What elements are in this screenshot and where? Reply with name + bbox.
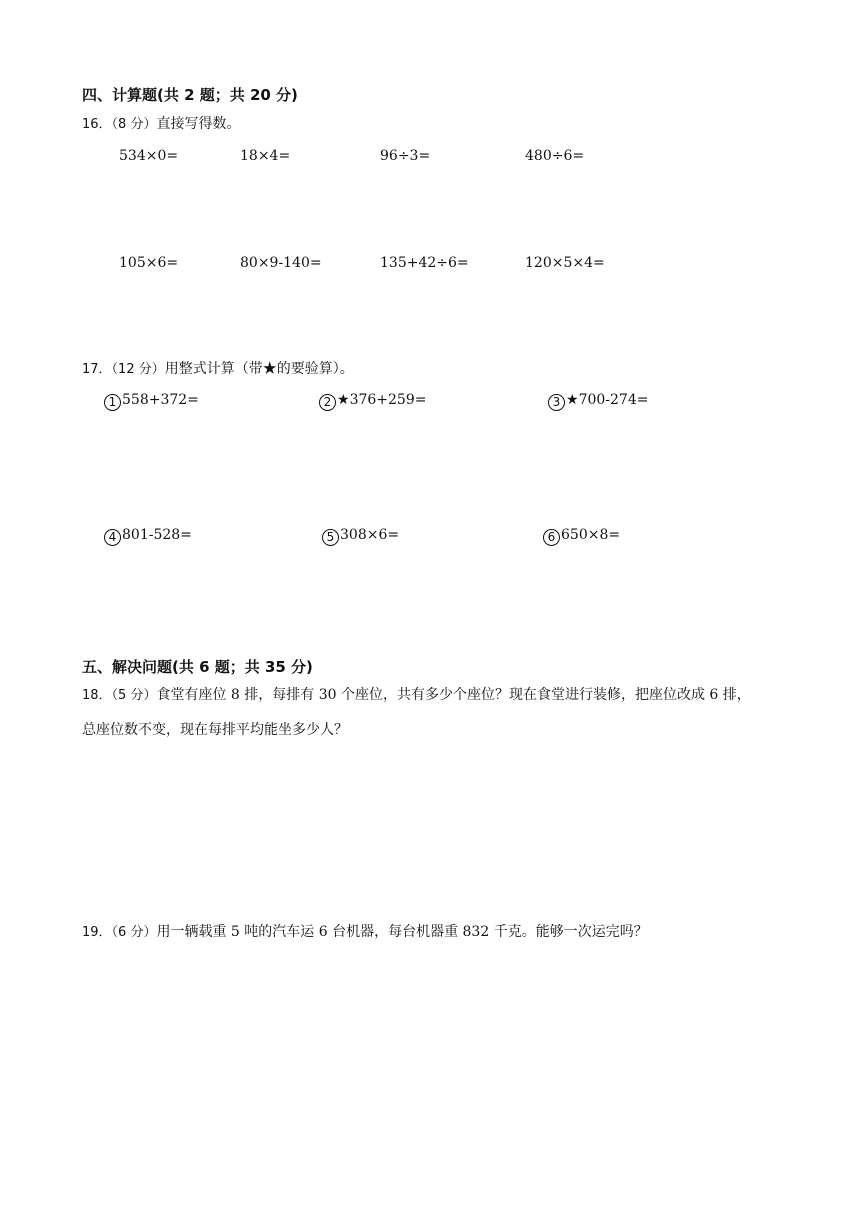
question-18-line-2: 总座位数不变，现在每排平均能坐多少人？ [82, 722, 348, 738]
question-text: 直接写得数。 [156, 116, 241, 132]
column-calc-item [104, 527, 192, 546]
calc-expression: 650×8= [561, 527, 621, 543]
star-icon: ★ [337, 392, 350, 408]
column-calc-item [319, 392, 426, 411]
question-19 [82, 921, 648, 941]
question-score: （6 分） [111, 925, 157, 940]
question-number: 16． [82, 117, 112, 132]
circled-number: 3 [548, 394, 565, 411]
oral-calc-item: 135+42÷6= [380, 255, 469, 271]
column-calc-item [322, 527, 399, 546]
question-16 [82, 113, 240, 133]
circled-number: 5 [322, 529, 339, 546]
question-18-line-1 [82, 684, 751, 704]
question-number: 18． [82, 688, 112, 703]
question-score: （5 分） [111, 688, 157, 703]
question-score: （8 分） [111, 117, 157, 132]
question-score: （12 分） [111, 362, 165, 377]
oral-calc-item: 120×5×4= [525, 255, 605, 271]
section-heading-calculation: 四、计算题(共 2 题；共 20 分) [82, 86, 298, 104]
circled-number: 4 [104, 529, 121, 546]
circled-number: 1 [104, 394, 121, 411]
oral-calc-item: 480÷6= [525, 148, 585, 164]
question-text: 用整式计算（带★的要验算）。 [164, 361, 354, 377]
column-calc-item [548, 392, 648, 411]
column-calc-item [104, 392, 199, 411]
calc-expression: 700-274= [578, 392, 649, 408]
question-text: 食堂有座位 8 排，每排有 30 个座位，共有多少个座位？现在食堂进行装修，把座位改成 6 排， [156, 687, 751, 703]
star-icon: ★ [566, 392, 579, 408]
oral-calc-item: 80×9-140= [240, 255, 322, 271]
calc-expression: 376+259= [349, 392, 427, 408]
circled-number: 2 [319, 394, 336, 411]
section-heading-problem-solving: 五、解决问题(共 6 题；共 35 分) [82, 658, 313, 676]
circled-number: 6 [543, 529, 560, 546]
oral-calc-item: 534×0= [119, 148, 179, 164]
calc-expression: 801-528= [122, 527, 192, 543]
column-calc-item [543, 527, 620, 546]
oral-calc-item: 96÷3= [380, 148, 431, 164]
oral-calc-item: 18×4= [240, 148, 291, 164]
question-number: 17． [82, 362, 112, 377]
calc-expression: 308×6= [340, 527, 400, 543]
question-17 [82, 358, 354, 378]
question-text: 用一辆载重 5 吨的汽车运 6 台机器，每台机器重 832 千克。能够一次运完吗？ [156, 924, 648, 940]
oral-calc-item: 105×6= [119, 255, 179, 271]
calc-expression: 558+372= [122, 392, 199, 408]
question-number: 19． [82, 925, 112, 940]
